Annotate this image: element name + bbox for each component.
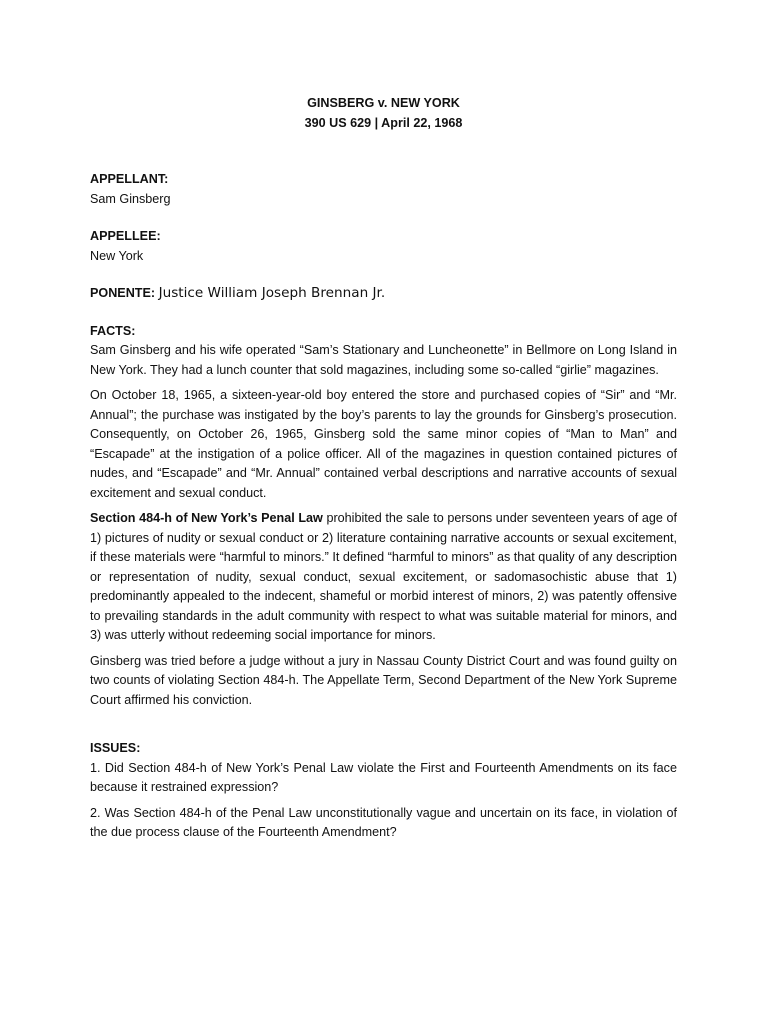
facts-paragraph-1: Sam Ginsberg and his wife operated “Sam’s Stationary and Luncheonette” in Bellmore on Long Island in New York. They had a lunch counter that sold magazines, including some so-called “girlie” magazines. (90, 343, 677, 377)
case-citation: 390 US 629 | April 22, 1968 (304, 115, 463, 130)
appellee-value: New York (90, 248, 144, 263)
appellant-value: Sam Ginsberg (90, 191, 171, 206)
case-title: GINSBERG v. NEW YORK (307, 96, 460, 110)
issues-label: ISSUES: (90, 741, 141, 755)
ponente-line (90, 284, 677, 304)
facts-paragraph-2: On October 18, 1965, a sixteen-year-old boy entered the store and purchased copies of “Sir” and “Mr. Annual”; the purchase was instigated by the boy’s parents to lay the grounds for Ginsberg’s prosecution. Consequently, on October 26, 1965, Ginsberg sold the same minor copies of “Man to Man” and “Escapade” at the instigation of a police officer. All of the magazines in question contained pictures of nudes, and “Escapade” and “Mr. Annual” contained verbal descriptions and narrative accounts of sexual excitement and sexual conduct. (90, 388, 677, 500)
document-page (90, 94, 677, 843)
facts-paragraph-4: Ginsberg was tried before a judge without a jury in Nassau County District Court and was found guilty on two counts of violating Section 484-h. The Appellate Term, Second Department of the New York Supreme Court affirmed his conviction. (90, 653, 677, 707)
facts-paragraph-3 (90, 509, 677, 646)
statute-reference: Section 484-h of New York’s Penal Law (90, 511, 323, 525)
facts-label: FACTS: (90, 323, 136, 338)
ponente-value: Justice William Joseph Brennan Jr. (158, 285, 386, 301)
ponente-label: PONENTE: (90, 286, 156, 300)
appellant-label: APPELLANT: (90, 172, 169, 186)
statute-description: prohibited the sale to persons under seventeen years of age of 1) pictures of nudity or sexual conduct or 2) literature containing narrative accounts or sexual excitement, if these materials were “harmful to minors.” It defined “harmful to minors” as that quality of any description or representation of nudity, sexual conduct, sexual excitement, or sadomasochistic abuse that 1) predominantly appealed to the indecent, shameful or morbid interest of minors, 2) was patently offensive to prevailing standards in the adult community with respect to what was suitable material for minors, and 3) was utterly without redeeming social importance for minors. (90, 511, 678, 642)
issue-1: 1. Did Section 484-h of New York’s Penal Law violate the First and Fourteenth Amendments on its face because it restrained expression? (90, 760, 677, 794)
appellee-label: APPELLEE: (90, 229, 161, 243)
issue-2: 2. Was Section 484-h of the Penal Law unconstitutionally vague and uncertain on its face, in violation of the due process clause of the Fourteenth Amendment? (90, 805, 677, 839)
